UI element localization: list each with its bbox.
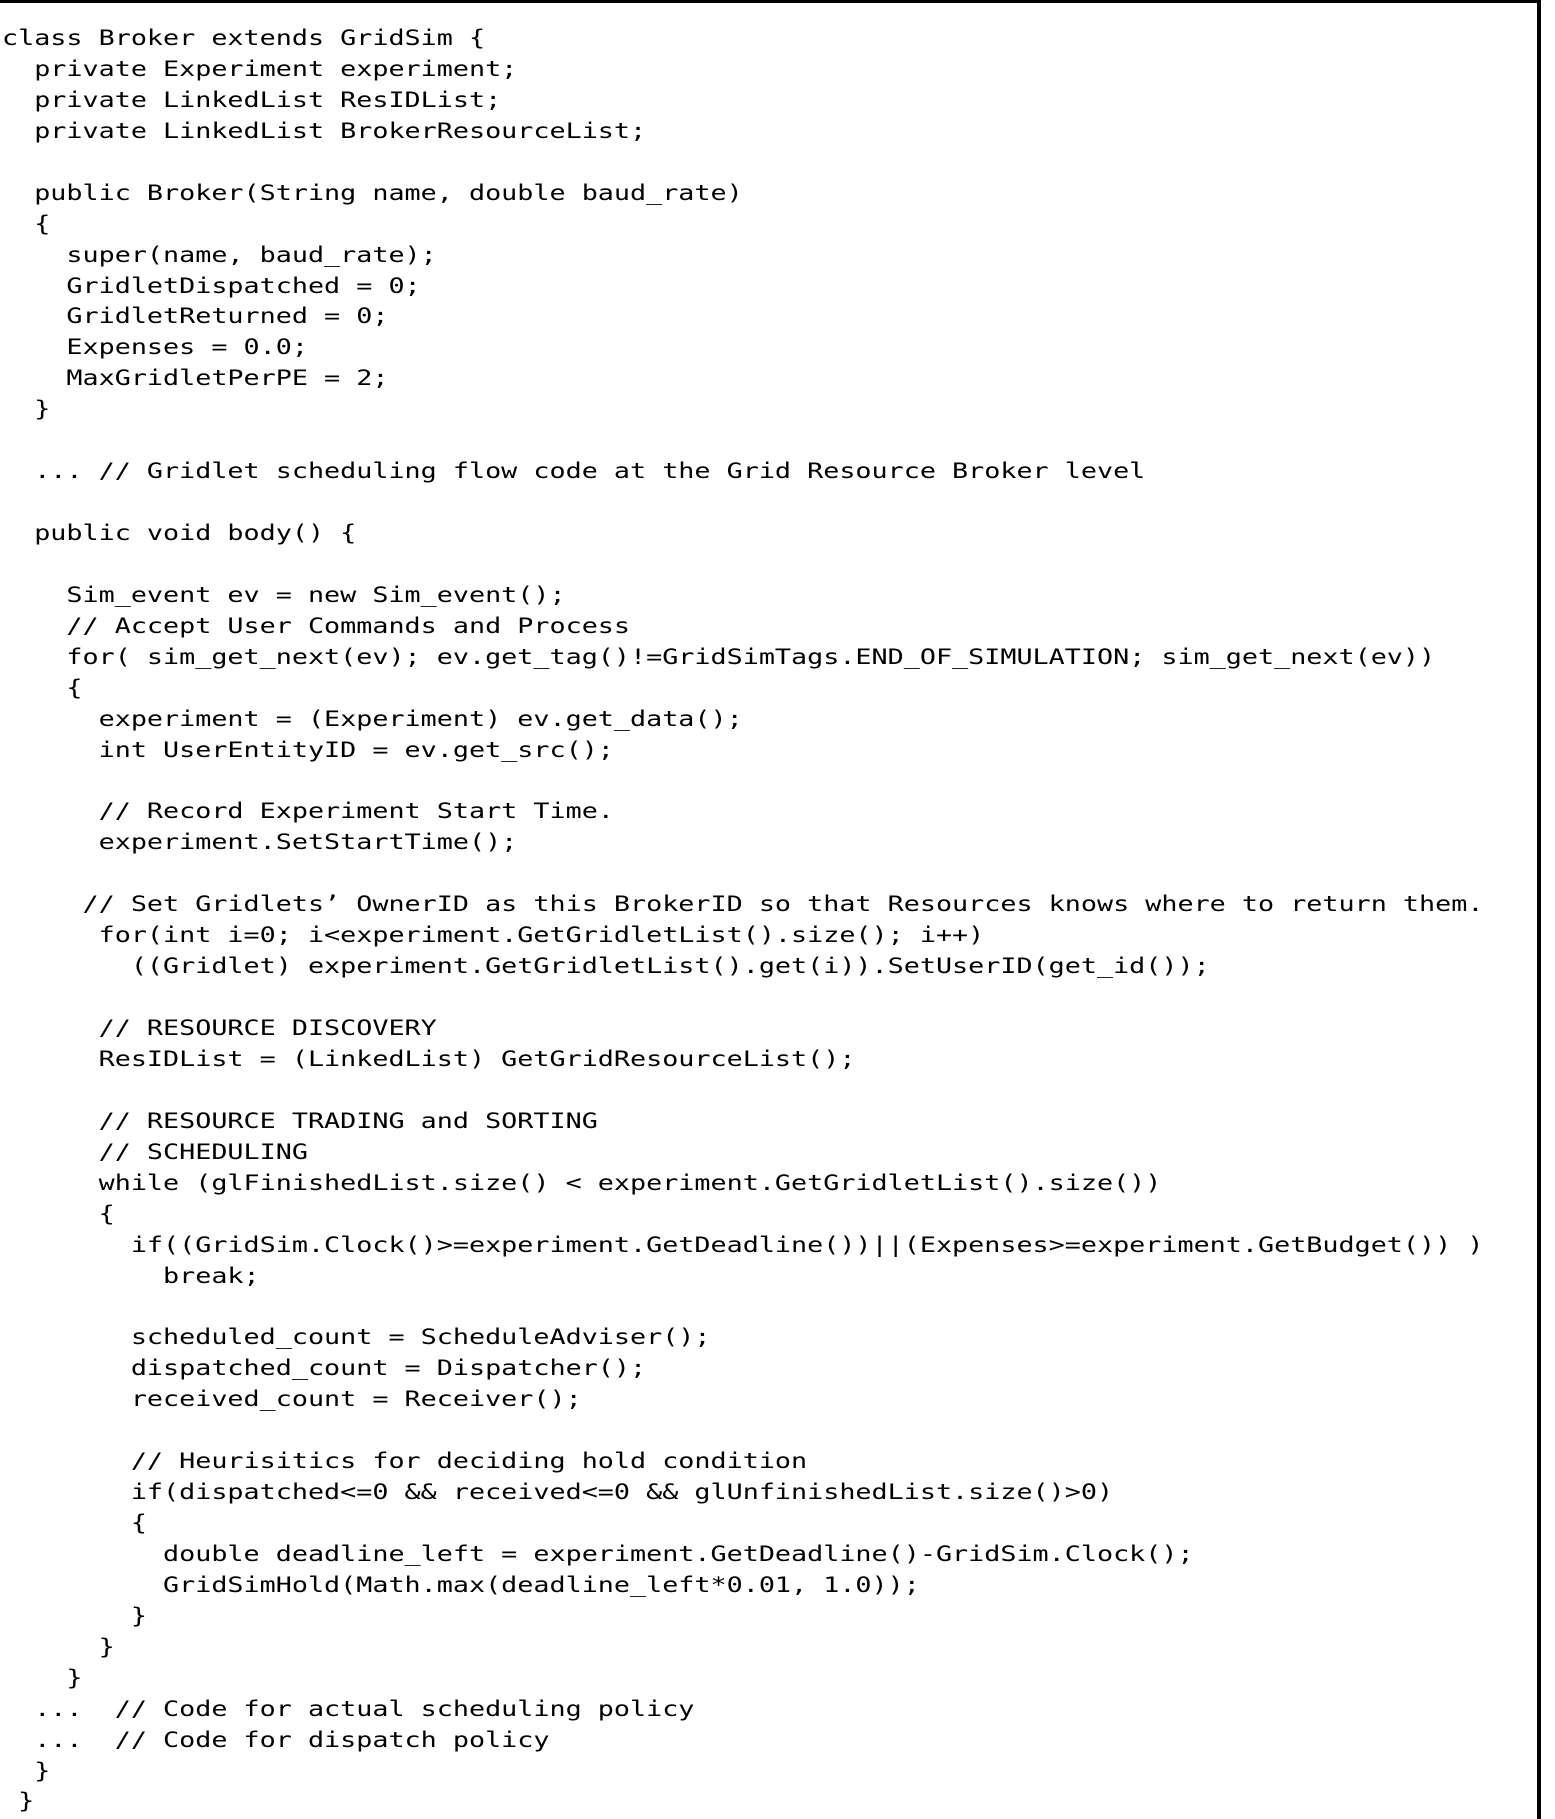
code-line-blank — [2, 1416, 1483, 1447]
code-listing — [2, 24, 1483, 1818]
code-line: if((GridSim.Clock()>=experiment.GetDeadline())||(Expenses>=experiment.GetBudget()) ) — [2, 1232, 1484, 1258]
code-line-comment: // Accept User Commands and Process — [2, 613, 631, 639]
code-line: { — [2, 1511, 147, 1536]
code-line-comment: // Heurisitics for deciding hold condition — [2, 1449, 808, 1475]
code-line: } — [2, 1665, 83, 1691]
code-line-comment: // Set Gridlets’ OwnerID as this BrokerID so that Resources knows where to return them. — [2, 892, 1484, 918]
code-line-constructor: public Broker(String name, double baud_rate) — [2, 180, 743, 206]
code-line: Sim_event ev = new Sim_event(); — [2, 582, 566, 608]
code-line: private Experiment experiment; — [2, 56, 518, 82]
code-line-comment: ... // Code for dispatch policy — [2, 1727, 550, 1753]
code-line-blank — [2, 488, 1483, 519]
code-line-body-method: public void body() { — [2, 521, 357, 546]
code-line: } — [2, 1603, 147, 1629]
code-line: Expenses = 0.0; — [2, 335, 308, 361]
code-line-blank — [2, 983, 1483, 1014]
code-line: break; — [2, 1263, 260, 1289]
code-line: received_count = Receiver(); — [2, 1387, 582, 1413]
code-line-comment: // Record Experiment Start Time. — [2, 799, 614, 825]
code-line: } — [2, 397, 51, 423]
code-line-blank — [2, 1076, 1483, 1107]
code-line: if(dispatched<=0 && received<=0 && glUnfinishedList.size()>0) — [2, 1480, 1114, 1506]
code-line: double deadline_left = experiment.GetDeadline()-GridSim.Clock(); — [2, 1541, 1194, 1567]
code-line-blank — [2, 859, 1483, 890]
code-line: scheduled_count = ScheduleAdviser(); — [2, 1325, 711, 1351]
code-line-blank — [2, 550, 1483, 581]
code-line-blank — [2, 767, 1483, 798]
code-line: experiment = (Experiment) ev.get_data(); — [2, 706, 743, 732]
code-line: private LinkedList ResIDList; — [2, 87, 502, 113]
code-line-comment: ... // Code for actual scheduling policy — [2, 1696, 695, 1722]
code-line-class-decl: class Broker extends GridSim { — [2, 26, 486, 51]
code-line: { — [2, 211, 51, 237]
code-line: ((Gridlet) experiment.GetGridletList().get(i)).SetUserID(get_id()); — [2, 954, 1210, 980]
code-line: ResIDList = (LinkedList) GetGridResourceList(); — [2, 1046, 856, 1072]
code-line-blank — [2, 148, 1483, 179]
frame-border-top — [0, 0, 1541, 3]
code-line-blank — [2, 426, 1483, 457]
code-line-blank — [2, 1292, 1483, 1323]
code-line: int UserEntityID = ev.get_src(); — [2, 737, 614, 763]
code-line: { — [2, 1201, 115, 1227]
frame-border-right — [1537, 0, 1541, 1819]
code-line: { — [2, 675, 83, 701]
code-line-comment: // RESOURCE DISCOVERY — [2, 1016, 437, 1041]
code-line: private LinkedList BrokerResourceList; — [2, 118, 647, 144]
code-line: } — [2, 1634, 115, 1660]
code-line-comment: // RESOURCE TRADING and SORTING — [2, 1108, 598, 1134]
code-line: for( sim_get_next(ev); ev.get_tag()!=GridSimTags.END_OF_SIMULATION; sim_get_next(ev)) — [2, 644, 1436, 670]
code-line-comment: // SCHEDULING — [2, 1139, 308, 1165]
code-line-comment: ... // Gridlet scheduling flow code at the Grid Resource Broker level — [2, 459, 1146, 485]
code-line: experiment.SetStartTime(); — [2, 830, 518, 856]
code-line: } — [2, 1789, 35, 1815]
code-line: for(int i=0; i<experiment.GetGridletList().size(); i++) — [2, 923, 985, 949]
code-line: super(name, baud_rate); — [2, 242, 437, 268]
code-line: GridletReturned = 0; — [2, 304, 389, 330]
code-line: MaxGridletPerPE = 2; — [2, 366, 389, 392]
code-line: while (glFinishedList.size() < experiment.GetGridletList().size()) — [2, 1170, 1162, 1196]
code-line: GridSimHold(Math.max(deadline_left*0.01, 1.0)); — [2, 1572, 920, 1598]
code-line: } — [2, 1758, 51, 1784]
code-line: dispatched_count = Dispatcher(); — [2, 1356, 647, 1382]
code-line: GridletDispatched = 0; — [2, 273, 421, 299]
